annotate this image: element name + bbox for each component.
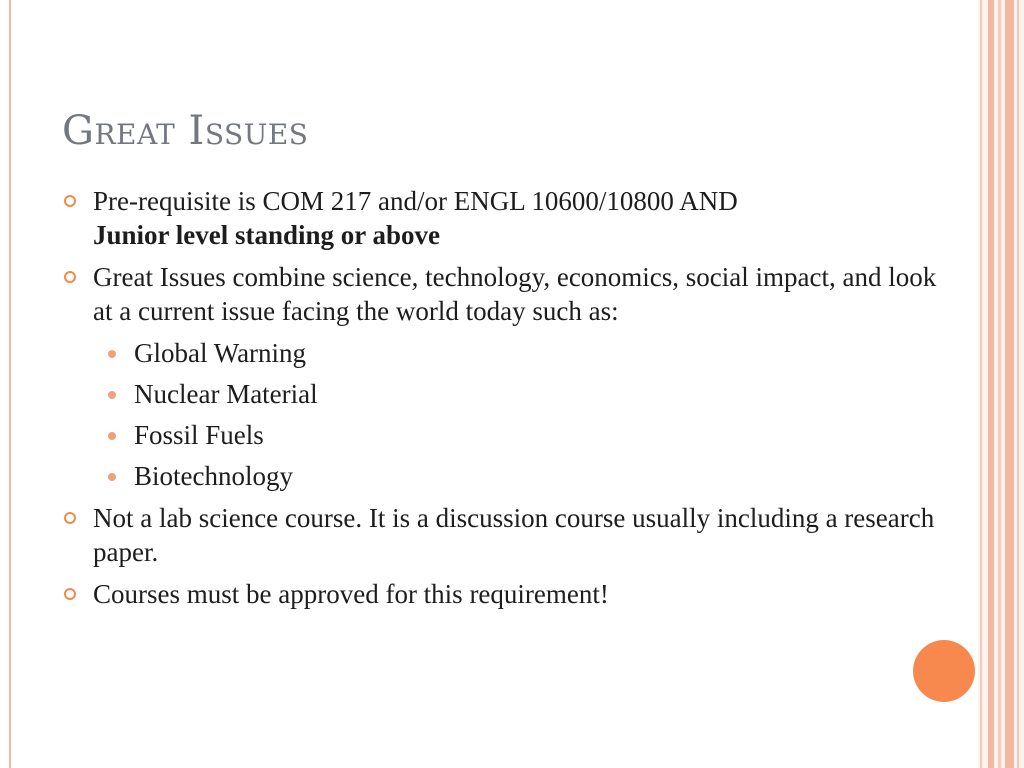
hollow-circle-bullet-icon xyxy=(64,588,76,600)
slide-content xyxy=(62,184,962,619)
hollow-circle-bullet-icon xyxy=(64,195,76,207)
bullet-bold-text: Junior level standing or above xyxy=(93,220,441,250)
sub-bullet-list xyxy=(62,336,962,493)
decor-stripe xyxy=(980,0,982,768)
bullet-text: Great Issues combine science, technology, economics, social impact, and look at a current issue facing the world today such as: xyxy=(93,262,937,326)
left-border-line xyxy=(9,0,11,768)
sub-bullet-item xyxy=(62,459,962,493)
filled-dot-bullet-icon xyxy=(108,391,116,399)
bullet-text: Courses must be approved for this requirement! xyxy=(93,579,609,609)
bullet-prerequisite xyxy=(62,184,962,252)
filled-dot-bullet-icon xyxy=(108,473,116,481)
hollow-circle-bullet-icon xyxy=(64,271,76,283)
bullet-courses-approved xyxy=(62,577,962,611)
bullet-text: Not a lab science course. It is a discussion course usually including a research paper. xyxy=(93,503,935,567)
orange-circle-icon xyxy=(913,640,975,702)
bullet-not-lab-science xyxy=(62,501,962,569)
decor-stripe xyxy=(1005,0,1014,768)
filled-dot-bullet-icon xyxy=(108,350,116,358)
sub-bullet-text: Nuclear Material xyxy=(134,379,318,409)
bullet-great-issues xyxy=(62,260,962,328)
slide-title: Great Issues xyxy=(62,108,309,154)
bullet-text: Pre-requisite is COM 217 and/or ENGL 10600/10800 AND xyxy=(93,186,738,216)
sub-bullet-text: Global Warning xyxy=(134,338,307,368)
decor-stripe xyxy=(988,0,994,768)
sub-bullet-item xyxy=(62,377,962,411)
sub-bullet-text: Biotechnology xyxy=(134,461,293,491)
filled-dot-bullet-icon xyxy=(108,432,116,440)
sub-bullet-text: Fossil Fuels xyxy=(134,420,264,450)
sub-bullet-item xyxy=(62,336,962,370)
decor-stripe xyxy=(1017,0,1019,768)
hollow-circle-bullet-icon xyxy=(64,512,76,524)
sub-bullet-item xyxy=(62,418,962,452)
decor-stripe xyxy=(998,0,1001,768)
